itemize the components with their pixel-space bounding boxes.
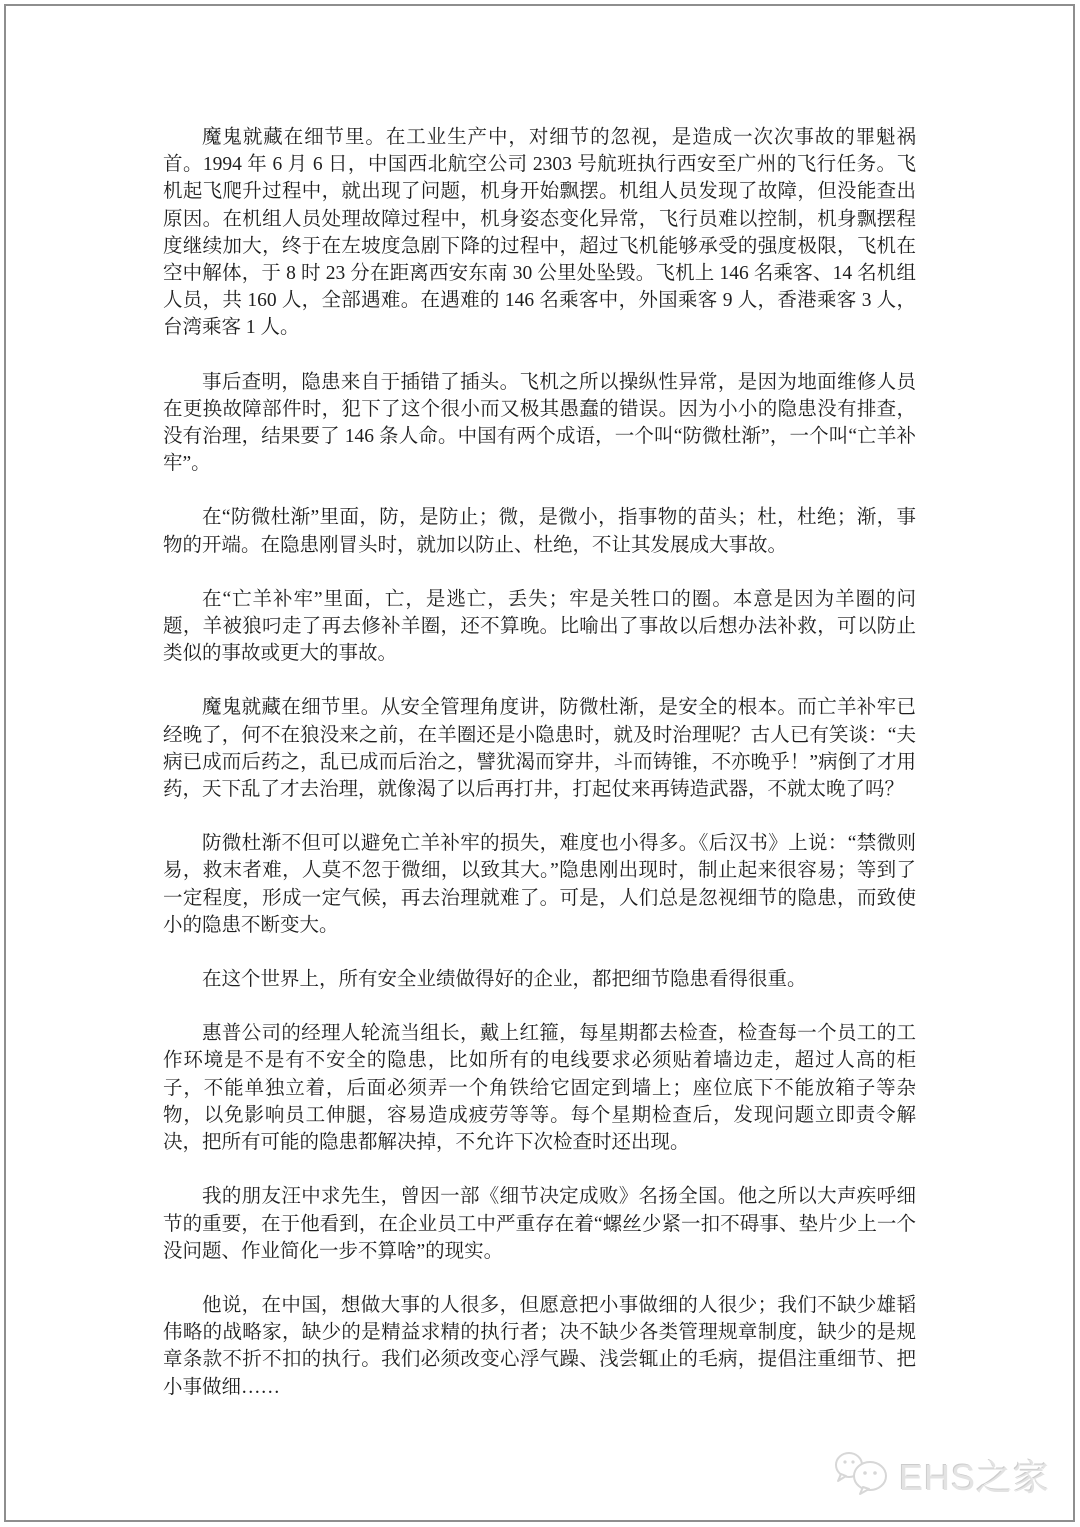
paragraph-conclusion: 他说，在中国，想做大事的人很多，但愿意把小事做细的人很少；我们不缺少雄韬伟略的战略家，缺少的是精益求精的执行者；决不缺少各类管理规章制度，缺少的是规章条款不折不扣的执行。我们必须改变心浮气躁、浅尝辄止的毛病，提倡注重细节、把小事做细……	[163, 1294, 916, 1398]
paragraph-fangweiduijian: 在“防微杜渐”里面，防，是防止；微，是微小，指事物的苗头；杜，杜绝；渐，事物的开端。在隐患刚冒头时，就加以防止、杜绝，不让其发展成大事故。	[163, 507, 916, 556]
ehs-watermark	[833, 1450, 1050, 1501]
paragraph-world-enterprises: 在这个世界上，所有安全业绩做得好的企业，都把细节隐患看得很重。	[202, 969, 807, 991]
paragraph-accident-intro: 魔鬼就藏在细节里。在工业生产中，对细节的忽视，是造成一次次事故的罪魁祸首。1994 年 6 月 6 日，中国西北航空公司 2303 号航班执行西安至广州的飞行任务。飞机起飞爬升过程中，就出现了问题，机身开始飘摆。机组人员发现了故障，但没能查出原因。在机组人员处理故障过程中，机身姿态变化异常，飞行员难以控制，机身飘摆程度继续加大，终于在左坡度急剧下降的过程中，超过飞机能够承受的强度极限，飞机在空中解体，于 8 时 23 分在距离西安东南 30 公里处坠毁。飞机上 146 名乘客、14 名机组人员，共 160 人，全部遇难。在遇难的 146 名乘客中，外国乘客 9 人，香港乘客 3 人，台湾乘客 1 人。	[163, 127, 916, 339]
paragraph-hp-inspection: 惠普公司的经理人轮流当组长，戴上红箍，每星期都去检查，检查每一个员工的工作环境是不是有不安全的隐患，比如所有的电线要求必须贴着墙边走，超过人高的柜子，不能单独立着，后面必须弄一个角铁给它固定到墙上；座位底下不能放箱子等杂物，以免影响员工伸腿，容易造成疲劳等等。每个星期检查后，发现问题立即责令解决，把所有可能的隐患都解决掉，不允许下次检查时还出现。	[163, 1023, 916, 1154]
wechat-icon	[833, 1450, 891, 1501]
paragraph-wangyangbulao: 在“亡羊补牢”里面，亡，是逃亡，丢失；牢是关牲口的圈。本意是因为羊圈的问题，羊被狼叼走了再去修补羊圈，还不算晚。比喻出了事故以后想办法补救，可以防止类似的事故或更大的事故。	[163, 588, 916, 665]
paragraph-cause-found: 事后查明，隐患来自于插错了插头。飞机之所以操纵性异常，是因为地面维修人员在更换故障部件时，犯下了这个很小而又极其愚蠢的错误。因为小小的隐患没有排查，没有治理，结果要了 146 条人命。中国有两个成语，一个叫“防微杜渐”，一个叫“亡羊补牢”。	[163, 371, 916, 475]
article-body	[163, 124, 916, 1428]
paragraph-houhanshu-quote: 防微杜渐不但可以避免亡羊补牢的损失，难度也小得多。《后汉书》上说：“禁微则易，救末者难，人莫不忽于微细，以致其大。”隐患刚出现时，制止起来很容易；等到了一定程度，形成一定气候，再去治理就难了。可是，人们总是忽视细节的隐患，而致使小的隐患不断变大。	[163, 833, 916, 936]
paragraph-devil-in-details: 魔鬼就藏在细节里。从安全管理角度讲，防微杜渐，是安全的根本。而亡羊补牢已经晚了，何不在狼没来之前，在羊圈还是小隐患时，就及时治理呢？古人已有笑谈：“夫病已成而后药之，乱已成而后治之，譬犹渴而穿井，斗而铸锥，不亦晚乎！”病倒了才用药，天下乱了才去治理，就像渴了以后再打井，打起仗来再铸造武器，不就太晚了吗？	[163, 697, 916, 801]
paragraph-wangzhongqiu: 我的朋友汪中求先生，曾因一部《细节决定成败》名扬全国。他之所以大声疾呼细节的重要，在于他看到，在企业员工中严重存在着“螺丝少紧一扣不碍事、垫片少上一个没问题、作业简化一步不算啥”的现实。	[163, 1186, 916, 1262]
watermark-label: EHS之家	[898, 1457, 1050, 1498]
